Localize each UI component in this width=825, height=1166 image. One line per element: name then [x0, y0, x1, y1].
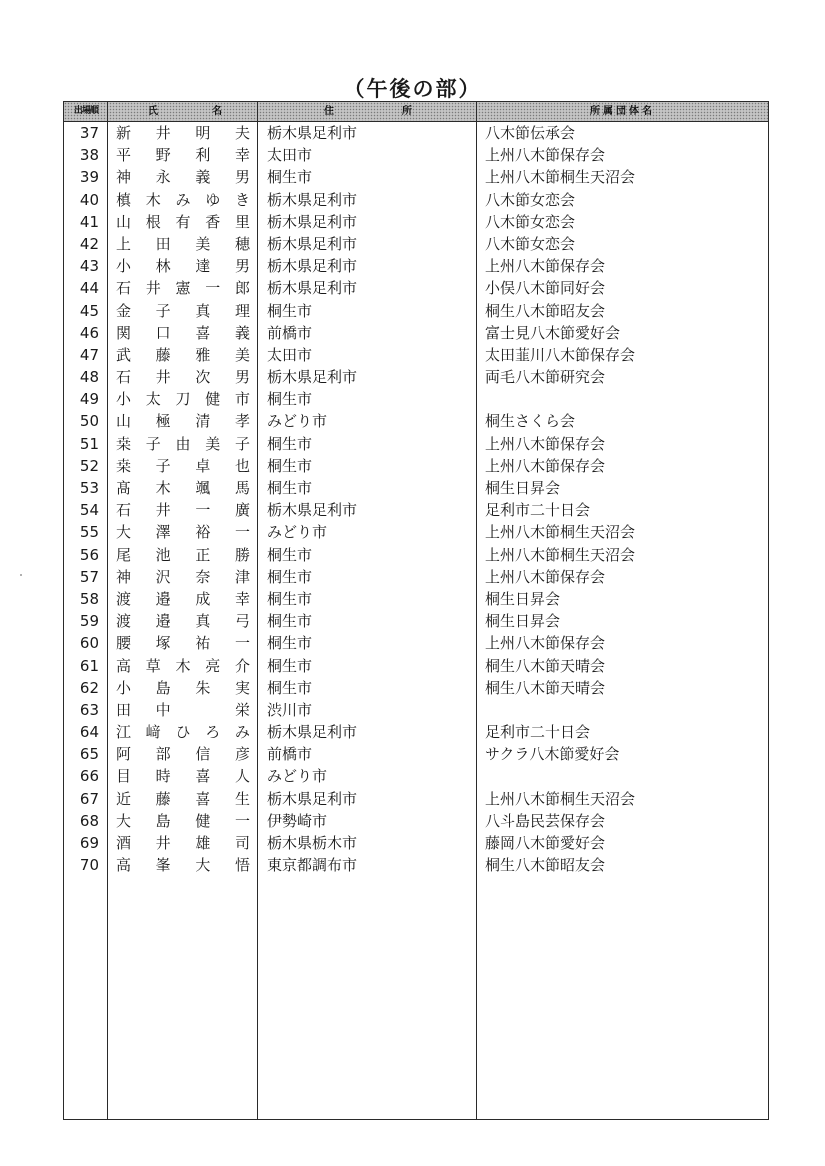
table-row: [64, 366, 768, 388]
table-row: [64, 255, 768, 277]
performer-name: 大 澤 裕 一: [116, 523, 250, 542]
entry-number: 40: [79, 190, 99, 209]
performer-name: 山 根 有 香 里: [116, 212, 250, 231]
address: 栃木県足利市: [267, 501, 358, 520]
performer-name: 槙 木 み ゆ き: [116, 190, 250, 209]
entry-number: 48: [79, 368, 99, 387]
performer-name: 神 沢 奈 津: [116, 567, 250, 586]
entry-number: 66: [79, 767, 99, 786]
organization: 小俣八木節同好会: [485, 279, 606, 298]
table-row: [64, 477, 768, 499]
entry-number: 65: [79, 745, 99, 764]
organization: 足利市二十日会: [485, 501, 591, 520]
organization: 上州八木節保存会: [485, 146, 606, 165]
table-header: [64, 102, 768, 122]
performer-name: 石 井 憲 一 郎: [116, 279, 250, 298]
entry-number: 44: [79, 279, 99, 298]
organization: 両毛八木節研究会: [485, 368, 606, 387]
entry-number: 41: [79, 212, 99, 231]
table-row: [64, 721, 768, 743]
address: 桐生市: [267, 479, 313, 497]
address: みどり市: [267, 523, 328, 542]
table-row: [64, 433, 768, 455]
address: 前橋市: [267, 745, 313, 764]
entry-number: 58: [79, 589, 99, 608]
performer-name: 高 草 木 亮 介: [116, 656, 250, 675]
organization: 桐生日昇会: [485, 479, 561, 497]
entry-number: 59: [79, 612, 99, 631]
table-row: [64, 277, 768, 299]
table-row: [64, 233, 768, 255]
address: 渋川市: [267, 700, 313, 719]
performer-name: 金 子 真 理: [116, 301, 250, 320]
performer-name: 関 口 喜 義: [116, 323, 250, 342]
table-row: [64, 410, 768, 432]
entry-number: 53: [79, 479, 99, 497]
address: 栃木県足利市: [267, 212, 358, 231]
organization: 上州八木節桐生天沼会: [485, 523, 636, 542]
entry-number: 61: [79, 656, 99, 675]
table-row: [64, 788, 768, 810]
performer-name: 田 中 栄: [116, 700, 250, 719]
address: 栃木県足利市: [267, 234, 358, 253]
header-order: 出場順: [73, 106, 98, 116]
table-row: [64, 122, 768, 144]
performer-name: 上 田 美 穂: [116, 234, 250, 253]
header-address-a: 住: [324, 106, 334, 117]
table-row: [64, 677, 768, 699]
address: 栃木県足利市: [267, 789, 358, 808]
performer-name: 高 峯 大 悟: [116, 856, 250, 875]
entry-number: 67: [79, 789, 99, 808]
table-row: [64, 854, 768, 876]
entry-number: 68: [79, 811, 99, 830]
performer-name: 小 林 達 男: [116, 257, 250, 276]
address: 栃木県栃木市: [267, 834, 358, 852]
performer-name: 渡 邉 成 幸: [116, 589, 250, 608]
performer-name: 武 藤 雅 美: [116, 345, 250, 364]
header-name-a: 氏: [148, 106, 158, 117]
performer-name: 腰 塚 祐 一: [116, 634, 250, 653]
address: 桐生市: [267, 390, 313, 409]
address: 桐生市: [267, 612, 313, 631]
table-row: [64, 455, 768, 477]
entry-number: 50: [79, 412, 99, 431]
table-row: [64, 211, 768, 233]
performer-name: 小 太 刀 健 市: [116, 390, 250, 409]
table-row: [64, 144, 768, 166]
organization: 桐生八木節天晴会: [485, 656, 606, 675]
performer-name: 新 井 明 夫: [116, 124, 250, 142]
address: 桐生市: [267, 567, 313, 586]
header-name-b: 名: [212, 106, 222, 117]
address: 栃木県足利市: [267, 257, 358, 276]
entry-number: 57: [79, 567, 99, 586]
performer-name: 近 藤 喜 生: [116, 789, 250, 808]
address: 太田市: [267, 345, 313, 364]
address: 桐生市: [267, 456, 313, 475]
performer-name: 小 島 朱 実: [116, 678, 250, 697]
performer-name: 平 野 利 幸: [116, 146, 250, 165]
organization: 上州八木節桐生天沼会: [485, 168, 636, 187]
organization: 上州八木節保存会: [485, 567, 606, 586]
entry-table: [63, 101, 769, 1120]
organization: 上州八木節保存会: [485, 434, 606, 453]
performer-name: 阿 部 信 彦: [116, 745, 250, 764]
scan-speck: [20, 574, 22, 576]
performer-name: 石 井 次 男: [116, 368, 250, 387]
address: 栃木県足利市: [267, 190, 358, 209]
entry-number: 62: [79, 678, 99, 697]
address: 桐生市: [267, 656, 313, 675]
performer-name: 尾 池 正 勝: [116, 545, 250, 564]
entry-number: 42: [79, 234, 99, 253]
performer-name: 酒 井 雄 司: [116, 834, 250, 852]
entry-number: 43: [79, 257, 99, 276]
table-row: [64, 322, 768, 344]
entry-number: 54: [79, 501, 99, 520]
performer-name: 桒 子 由 美 子: [116, 434, 250, 453]
organization: 桐生八木節昭友会: [485, 856, 606, 875]
performer-name: 石 井 一 廣: [116, 501, 250, 520]
table-row: [64, 388, 768, 410]
organization: 足利市二十日会: [485, 723, 591, 742]
address: 栃木県足利市: [267, 368, 358, 387]
address: 前橋市: [267, 323, 313, 342]
table-row: [64, 300, 768, 322]
table-row: [64, 521, 768, 543]
address: 桐生市: [267, 678, 313, 697]
entry-number: 64: [79, 723, 99, 742]
entry-number: 55: [79, 523, 99, 542]
header-name: [108, 102, 257, 121]
organization: 上州八木節桐生天沼会: [485, 545, 636, 564]
organization: 藤岡八木節愛好会: [485, 834, 606, 852]
entry-number: 39: [79, 168, 99, 187]
performer-name: 大 島 健 一: [116, 811, 250, 830]
table-row: [64, 588, 768, 610]
table-row: [64, 765, 768, 787]
performer-name: 髙 木 颯 馬: [116, 479, 250, 497]
performer-name: 目 時 喜 人: [116, 767, 250, 786]
table-row: [64, 344, 768, 366]
organization: 富士見八木節愛好会: [485, 323, 621, 342]
address: 栃木県足利市: [267, 124, 358, 142]
entry-number: 63: [79, 700, 99, 719]
table-row: [64, 832, 768, 854]
organization: 八木節女恋会: [485, 190, 576, 209]
header-address: [258, 102, 476, 121]
address: 桐生市: [267, 168, 313, 187]
entry-number: 37: [79, 124, 99, 142]
address: 桐生市: [267, 301, 313, 320]
organization: 上州八木節保存会: [485, 456, 606, 475]
table-row: [64, 544, 768, 566]
performer-name: 神 永 義 男: [116, 168, 250, 187]
performer-name: 渡 邉 真 弓: [116, 612, 250, 631]
table-row: [64, 810, 768, 832]
table-row: [64, 166, 768, 188]
address: 桐生市: [267, 634, 313, 653]
table-row: [64, 566, 768, 588]
organization: 桐生八木節昭友会: [485, 301, 606, 320]
organization: サクラ八木節愛好会: [485, 745, 620, 764]
entry-number: 69: [79, 834, 99, 852]
organization: 桐生さくら会: [485, 412, 576, 431]
entry-number: 70: [79, 856, 99, 875]
entry-number: 49: [79, 390, 99, 409]
address: みどり市: [267, 767, 328, 786]
organization: 八木節女恋会: [485, 212, 576, 231]
table-row: [64, 699, 768, 721]
organization: 上州八木節桐生天沼会: [485, 789, 636, 808]
address: 桐生市: [267, 589, 313, 608]
address: みどり市: [267, 412, 328, 431]
performer-name: 桒 子 卓 也: [116, 456, 250, 475]
organization: 太田韮川八木節保存会: [485, 345, 636, 364]
table-body: [64, 122, 768, 876]
entry-number: 51: [79, 434, 99, 453]
entry-number: 52: [79, 456, 99, 475]
organization: 上州八木節保存会: [485, 634, 606, 653]
table-row: [64, 743, 768, 765]
organization: 桐生八木節天晴会: [485, 678, 606, 697]
entry-number: 38: [79, 146, 99, 165]
organization: 八斗島民芸保存会: [485, 811, 606, 830]
entry-number: 45: [79, 301, 99, 320]
table-row: [64, 189, 768, 211]
address: 栃木県足利市: [267, 723, 358, 742]
performer-name: 江 﨑 ひ ろ み: [116, 723, 250, 742]
address: 桐生市: [267, 545, 313, 564]
organization: 桐生日昇会: [485, 612, 561, 631]
table-row: [64, 655, 768, 677]
address: 東京都調布市: [267, 856, 358, 875]
page-title: （午後の部）: [343, 77, 482, 101]
address: 栃木県足利市: [267, 279, 358, 298]
address: 太田市: [267, 146, 313, 165]
table-row: [64, 610, 768, 632]
organization: 八木節女恋会: [485, 234, 576, 253]
entry-number: 47: [79, 345, 99, 364]
organization: 桐生日昇会: [485, 589, 561, 608]
performer-name: 山 極 清 孝: [116, 412, 250, 431]
organization: 八木節伝承会: [485, 124, 576, 142]
organization: 上州八木節保存会: [485, 257, 606, 276]
entry-number: 46: [79, 323, 99, 342]
entry-number: 60: [79, 634, 99, 653]
address: 桐生市: [267, 434, 313, 453]
header-address-b: 所: [402, 106, 412, 117]
table-row: [64, 499, 768, 521]
address: 伊勢崎市: [267, 811, 328, 830]
table-row: [64, 632, 768, 654]
header-organization: 所属団体名: [590, 106, 655, 117]
entry-number: 56: [79, 545, 99, 564]
